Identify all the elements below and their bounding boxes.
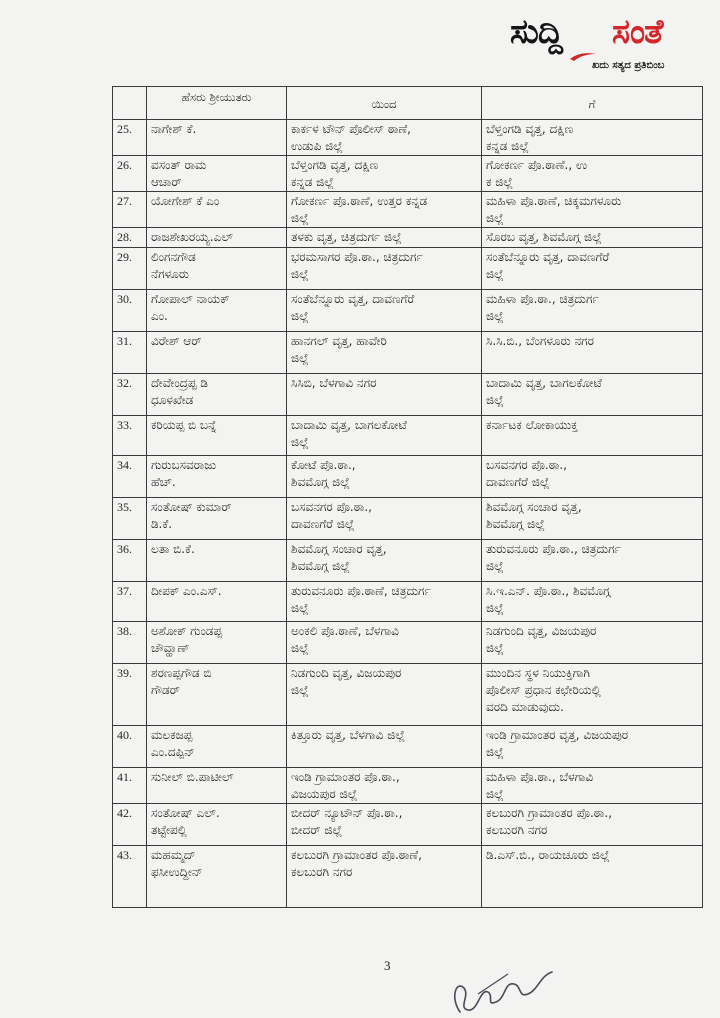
- cell-from-post-line: ಸಂತೆಬೆನ್ನೂರು ವೃತ್ತ, ದಾವಣಗೆರೆ: [291, 292, 415, 306]
- cell-from-post-line: ವಿಜಯಪುರ ಜಿಲ್ಲೆ: [291, 787, 358, 801]
- cell-from-post-line: ಇಂಡಿ ಗ್ರಾಮಾಂತರ ಪೊ.ಠಾ.,: [291, 770, 400, 784]
- cell-from-post: ಕಿತ್ತೂರು ವೃತ್ತ, ಬೆಳಗಾವಿ ಜಿಲ್ಲೆ: [287, 726, 482, 768]
- cell-officer-name-line: ಅಶೋಕ್ ಗುಂಡಪ್ಪ: [151, 624, 223, 638]
- cell-to-post-line: ಕ ಜಿಲ್ಲೆ: [486, 175, 513, 189]
- cell-serial: 27.: [113, 192, 147, 228]
- cell-officer-name-line: ಸಂತೋಷ್ ಎಲ್.: [151, 806, 220, 820]
- cell-serial: 25.: [113, 120, 147, 156]
- cell-officer-name: [147, 498, 287, 540]
- cell-serial: 36.: [113, 540, 147, 582]
- cell-from-post: [287, 540, 482, 582]
- cell-serial: 26.: [113, 156, 147, 192]
- cell-from-post-line: ಶಿವಮೊಗ್ಗ ಜಿಲ್ಲೆ: [291, 475, 350, 489]
- table-row: [113, 540, 703, 582]
- cell-from-post: [287, 804, 482, 846]
- cell-serial: 34.: [113, 456, 147, 498]
- cell-to-post-line: ಮಹಿಳಾ ಪೊ.ಠಾಣೆ, ಚಿಕ್ಕಮಗಳೂರು: [486, 194, 622, 208]
- cell-to-post-line: ಸಿ.ಇ.ಎನ್. ಪೊ.ಠಾ., ಶಿವಮೊಗ್ಗ: [486, 584, 611, 598]
- cell-from-post-line: ಜಿಲ್ಲೆ: [291, 435, 309, 449]
- cell-from-post-line: ತುರುವನೂರು ಪೊ.ಠಾಣೆ, ಚಿತ್ರದುರ್ಗ: [291, 584, 431, 598]
- cell-to-post: [482, 156, 703, 192]
- cell-to-post-line: ಶಿವಮೊಗ್ಗ ಸಂಚಾರ ವೃತ್ತ,: [486, 500, 582, 514]
- cell-to-post: [482, 804, 703, 846]
- header-to: ಗೆ: [482, 87, 703, 120]
- cell-from-post-line: ಜಿಲ್ಲೆ: [291, 601, 309, 615]
- cell-to-post: [482, 540, 703, 582]
- cell-to-post: ಸೊರಬ ವೃತ್ತ, ಶಿವಮೊಗ್ಗ ಜಿಲ್ಲೆ: [482, 228, 703, 248]
- cell-serial: 39.: [113, 664, 147, 726]
- cell-from-post-line: ಭರಮಸಾಗರ ಪೊ.ಠಾ., ಚಿತ್ರದುರ್ಗ: [291, 250, 423, 264]
- cell-officer-name-line: ಶರಣಪ್ಪಗೌಡ ಬಿ: [151, 666, 212, 680]
- cell-from-post-line: ಜಿಲ್ಲೆ: [291, 641, 309, 655]
- cell-to-post-line: ತುರುವನೂರು ಪೊ.ಠಾ., ಚಿತ್ರದುರ್ಗ: [486, 542, 621, 556]
- table-header-row: [113, 87, 703, 120]
- table-row: [113, 332, 703, 374]
- cell-serial: 35.: [113, 498, 147, 540]
- cell-to-post-line: ಜಿಲ್ಲೆ: [486, 211, 504, 225]
- cell-officer-name: ದೀಪಕ್ ಎಂ.ಎಸ್.: [147, 582, 287, 622]
- table-row: [113, 768, 703, 804]
- cell-from-post: [287, 622, 482, 664]
- cell-to-post-line: ಜಿಲ್ಲೆ: [486, 601, 504, 615]
- cell-serial: 29.: [113, 248, 147, 290]
- cell-from-post-line: ಗೋಕರ್ಣ ಪೊ.ಠಾಣೆ, ಉತ್ತರ ಕನ್ನಡ: [291, 194, 428, 208]
- cell-officer-name-line: ಗುರುಬಸವರಾಜು: [151, 458, 217, 472]
- cell-from-post-line: ಜಿಲ್ಲೆ: [291, 309, 309, 323]
- cell-serial: 32.: [113, 374, 147, 416]
- cell-to-post-line: ಜಿಲ್ಲೆ: [486, 745, 504, 759]
- table-row: [113, 290, 703, 332]
- cell-to-post-line: ನಿಡಗುಂದಿ ವೃತ್ತ, ವಿಜಯಪುರ: [486, 624, 597, 638]
- cell-to-post: [482, 498, 703, 540]
- cell-to-post-line: ಪೊಲೀಸ್ ಪ್ರಧಾನ ಕಛೇರಿಯಲ್ಲಿ: [486, 683, 601, 697]
- cell-from-post-line: ಶಿವಮೊಗ್ಗ ಸಂಚಾರ ವೃತ್ತ,: [291, 542, 387, 556]
- cell-to-post: [482, 192, 703, 228]
- table-row: [113, 248, 703, 290]
- cell-officer-name-line: ಹೆಚ್.: [151, 475, 176, 489]
- cell-to-post: [482, 582, 703, 622]
- cell-to-post-line: ಜಿಲ್ಲೆ: [486, 641, 504, 655]
- cell-to-post-line: ಸಂತೆಬೆನ್ನೂರು ವೃತ್ತ, ದಾವಣಗೆರೆ: [486, 250, 610, 264]
- cell-officer-name: [147, 804, 287, 846]
- table-row: [113, 192, 703, 228]
- logo-word-suddi: ಸುದ್ದಿ: [510, 12, 562, 52]
- cell-to-post-line: ಇಂಡಿ ಗ್ರಾಮಾಂತರ ವೃತ್ತ, ವಿಜಯಪುರ: [486, 728, 629, 742]
- cell-from-post-line: ದಾವಣಗೆರೆ ಜಿಲ್ಲೆ: [291, 517, 355, 531]
- cell-from-post-line: ಬೆಳ್ತಂಗಡಿ ವೃತ್ತ, ದಕ್ಷಿಣ: [291, 158, 379, 172]
- cell-from-post-line: ಬೀದರ್ ನ್ಯೂಟೌನ್ ಪೊ.ಠಾ.,: [291, 806, 403, 820]
- header-name: ಹೆಸರು ಶ್ರೀಯುತರು: [147, 87, 287, 120]
- transfer-table: [112, 86, 703, 908]
- cell-from-post-line: ಕಾರ್ಕಳ ಟೌನ್ ಪೊಲೀಸ್ ಠಾಣೆ,: [291, 122, 411, 136]
- cell-serial: 30.: [113, 290, 147, 332]
- cell-officer-name-line: ಗೌಡರ್: [151, 683, 180, 697]
- cell-to-post-line: ಕಲಬುರಗಿ ಗ್ರಾಮಾಂತರ ಪೊ.ಠಾ.,: [486, 806, 613, 820]
- cell-to-post-line: ಶಿವಮೊಗ್ಗ ಜಿಲ್ಲೆ: [486, 517, 545, 531]
- cell-officer-name-line: ಗೋಪಾಲ್ ನಾಯಕ್: [151, 292, 230, 306]
- cell-to-post: ಕರ್ನಾಟಕ ಲೋಕಾಯುಕ್ತ: [482, 416, 703, 456]
- cell-serial: 33.: [113, 416, 147, 456]
- cell-from-post: [287, 768, 482, 804]
- cell-serial: 38.: [113, 622, 147, 664]
- cell-from-post-line: ಅಂಕಲಿ ಪೊ.ಠಾಣೆ, ಬೆಳಗಾವಿ: [291, 624, 399, 638]
- cell-to-post-line: ಬಾದಾಮಿ ವೃತ್ತ, ಬಾಗಲಕೋಟೆ: [486, 376, 602, 390]
- cell-to-post-line: ದಾವಣಗೆರೆ ಜಿಲ್ಲೆ: [486, 475, 550, 489]
- cell-from-post: [287, 582, 482, 622]
- signature-mark: [448, 968, 558, 1014]
- cell-serial: 37.: [113, 582, 147, 622]
- cell-officer-name-line: ನೆಗಳೂರು: [151, 267, 189, 281]
- cell-from-post: [287, 456, 482, 498]
- cell-to-post-line: ಮುಂದಿನ ಸ್ಥಳ ನಿಯುಕ್ತಿಗಾಗಿ: [486, 666, 590, 680]
- cell-to-post-line: ವರದಿ ಮಾಡುವುದು.: [486, 700, 564, 714]
- cell-serial: 42.: [113, 804, 147, 846]
- cell-to-post: [482, 768, 703, 804]
- cell-to-post: [482, 248, 703, 290]
- cell-serial: 28.: [113, 228, 147, 248]
- cell-officer-name: ಯೋಗೇಶ್ ಕೆ ಎಂ: [147, 192, 287, 228]
- cell-serial: 31.: [113, 332, 147, 374]
- cell-to-post-line: ಜಿಲ್ಲೆ: [486, 267, 504, 281]
- cell-from-post-line: ಕೋಟೆ ಪೊ.ಠಾ.,: [291, 458, 356, 472]
- table-row: [113, 498, 703, 540]
- cell-from-post-line: ಬಸವನಗರ ಪೊ.ಠಾ.,: [291, 500, 372, 514]
- cell-to-post-line: ಬಸವನಗರ ಪೊ.ಠಾ.,: [486, 458, 567, 472]
- table-row: [113, 804, 703, 846]
- cell-from-post-line: ಉಡುಪಿ ಜಿಲ್ಲೆ: [291, 139, 343, 153]
- cell-from-post: [287, 290, 482, 332]
- cell-from-post-line: ನಿಡಗುಂದಿ ವೃತ್ತ, ವಿಜಯಪುರ: [291, 666, 402, 680]
- cell-from-post: [287, 156, 482, 192]
- cell-officer-name: ಕರಿಯಪ್ಪ ಬಿ ಬನ್ನೆ: [147, 416, 287, 456]
- cell-serial: 40.: [113, 726, 147, 768]
- cell-to-post: [482, 622, 703, 664]
- cell-officer-name: [147, 156, 287, 192]
- cell-officer-name: ಲತಾ ಬಿ.ಕೆ.: [147, 540, 287, 582]
- cell-officer-name: [147, 290, 287, 332]
- cell-officer-name-line: ವಸಂತ್ ರಾಮ: [151, 158, 207, 172]
- logo-word-sante: ಸಂತೆ: [612, 12, 663, 52]
- cell-to-post-line: ಮಹಿಳಾ ಪೊ.ಠಾ., ಚಿತ್ರದುರ್ಗ: [486, 292, 599, 306]
- table-row: [113, 622, 703, 664]
- cell-to-post-line: ಜಿಲ್ಲೆ: [486, 309, 504, 323]
- cell-to-post-line: ಕನ್ನಡ ಜಿಲ್ಲೆ: [486, 139, 529, 153]
- page-number: 3: [384, 958, 391, 973]
- cell-from-post-line: ಕಲಬುರಗಿ ಗ್ರಾಮಾಂತರ ಪೊ.ಠಾಣೆ,: [291, 848, 422, 862]
- table-row: [113, 726, 703, 768]
- cell-officer-name-line: ಚೌವ್ಹಾಣ್: [151, 641, 190, 655]
- cell-from-post: [287, 332, 482, 374]
- cell-to-post-line: ಕಲಬುರಗಿ ನಗರ: [486, 823, 548, 837]
- cell-from-post: [287, 416, 482, 456]
- table-row: [113, 846, 703, 908]
- cell-officer-name-line: ಡಿ.ಕೆ.: [151, 517, 173, 531]
- cell-officer-name: ನಾಗೇಶ್ ಕೆ.: [147, 120, 287, 156]
- cell-from-post-line: ಬೀದರ್ ಜಿಲ್ಲೆ: [291, 823, 343, 837]
- cell-officer-name-line: ಆಚಾರ್: [151, 175, 182, 189]
- table-row: [113, 156, 703, 192]
- cell-from-post-line: ಜಿಲ್ಲೆ: [291, 351, 309, 365]
- cell-to-post: ಡಿ.ಎಸ್.ಬಿ., ರಾಯಚೂರು ಜಿಲ್ಲೆ: [482, 846, 703, 908]
- cell-officer-name-line: ಎಂ.ದಪ್ಪಿನ್: [151, 745, 195, 759]
- cell-to-post: ಸಿ.ಸಿ.ಬಿ., ಬೆಂಗಳೂರು ನಗರ: [482, 332, 703, 374]
- logo-tagline: ಖದು ಸತ್ಯದ ಪ್ರತಿಬಿಂಬ: [592, 60, 665, 71]
- cell-from-post-line: ಕನ್ನಡ ಜಿಲ್ಲೆ: [291, 175, 334, 189]
- cell-from-post: ಸಿಸಿಬಿ, ಬೆಳಗಾವಿ ನಗರ: [287, 374, 482, 416]
- cell-from-post: [287, 664, 482, 726]
- cell-to-post-line: ಮಹಿಳಾ ಪೊ.ಠಾ., ಬೆಳಗಾವಿ: [486, 770, 594, 784]
- cell-from-post: [287, 846, 482, 908]
- cell-from-post-line: ಕಲಬುರಗಿ ನಗರ: [291, 865, 353, 879]
- table-row: [113, 582, 703, 622]
- cell-serial: 43.: [113, 846, 147, 908]
- cell-from-post: [287, 498, 482, 540]
- cell-officer-name: ರಾಜಶೇಖರಯ್ಯ.ಎಲ್: [147, 228, 287, 248]
- cell-officer-name-line: ಮಲಕಜಪ್ಪ: [151, 728, 193, 742]
- cell-to-post-line: ಜಿಲ್ಲೆ: [486, 393, 504, 407]
- cell-to-post-line: ಬೆಳ್ತಂಗಡಿ ವೃತ್ತ, ದಕ್ಷಿಣ: [486, 122, 574, 136]
- cell-officer-name-line: ಫಸೀಉದ್ದೀನ್: [151, 865, 203, 879]
- table-row: [113, 456, 703, 498]
- cell-officer-name: ವಿರೇಶ್ ಆರ್: [147, 332, 287, 374]
- cell-from-post: [287, 192, 482, 228]
- cell-officer-name: [147, 374, 287, 416]
- table-row: [113, 664, 703, 726]
- cell-officer-name-line: ಲಿಂಗನಗೌಡ: [151, 250, 196, 264]
- table-row: [113, 416, 703, 456]
- cell-to-post: [482, 726, 703, 768]
- header-from: ಯಿಂದ: [287, 87, 482, 120]
- table-body: [113, 120, 703, 908]
- cell-from-post-line: ಜಿಲ್ಲೆ: [291, 211, 309, 225]
- cell-to-post-line: ಜಿಲ್ಲೆ: [486, 787, 504, 801]
- cell-from-post-line: ಜಿಲ್ಲೆ: [291, 683, 309, 697]
- cell-officer-name: ಸುನೀಲ್ ಬಿ.ಪಾಟೀಲ್: [147, 768, 287, 804]
- cell-to-post: [482, 120, 703, 156]
- cell-to-post: [482, 456, 703, 498]
- cell-to-post: [482, 664, 703, 726]
- cell-from-post: [287, 248, 482, 290]
- cell-serial: 41.: [113, 768, 147, 804]
- cell-to-post: [482, 290, 703, 332]
- cell-from-post-line: ಹಾನಗಲ್ ವೃತ್ತ, ಹಾವೇರಿ: [291, 334, 387, 348]
- cell-from-post: ತಳಕು ವೃತ್ತ, ಚಿತ್ರದುರ್ಗ ಜಿಲ್ಲೆ: [287, 228, 482, 248]
- brand-logo: [508, 10, 713, 80]
- cell-officer-name: [147, 456, 287, 498]
- cell-to-post-line: ಜಿಲ್ಲೆ: [486, 559, 504, 573]
- cell-officer-name: [147, 726, 287, 768]
- cell-officer-name: [147, 664, 287, 726]
- cell-officer-name-line: ದೇವೇಂದ್ರಪ್ಪ ಡಿ: [151, 376, 208, 390]
- cell-officer-name-line: ತಟ್ಟೇಪಲ್ಲಿ: [151, 823, 187, 837]
- cell-officer-name-line: ಧೂಳಖೇಡ: [151, 393, 194, 407]
- cell-from-post-line: ಜಿಲ್ಲೆ: [291, 267, 309, 281]
- header-serial: [113, 87, 147, 120]
- cell-officer-name: [147, 846, 287, 908]
- cell-from-post-line: ಬಾದಾಮಿ ವೃತ್ತ, ಬಾಗಲಕೋಟೆ: [291, 418, 407, 432]
- table-row: [113, 374, 703, 416]
- cell-officer-name-line: ಸಂತೋಷ್ ಕುಮಾರ್: [151, 500, 232, 514]
- cell-officer-name-line: ಎಂ.: [151, 309, 168, 323]
- cell-from-post-line: ಶಿವಮೊಗ್ಗ ಜಿಲ್ಲೆ: [291, 559, 350, 573]
- cell-officer-name-line: ಮಹಮ್ಮದ್: [151, 848, 196, 862]
- cell-officer-name: [147, 248, 287, 290]
- cell-from-post: [287, 120, 482, 156]
- cell-to-post: [482, 374, 703, 416]
- table-row: [113, 228, 703, 248]
- cell-officer-name: [147, 622, 287, 664]
- table-row: [113, 120, 703, 156]
- cell-to-post-line: ಗೋಕರ್ಣ ಪೊ.ಠಾಣೆ., ಉ: [486, 158, 588, 172]
